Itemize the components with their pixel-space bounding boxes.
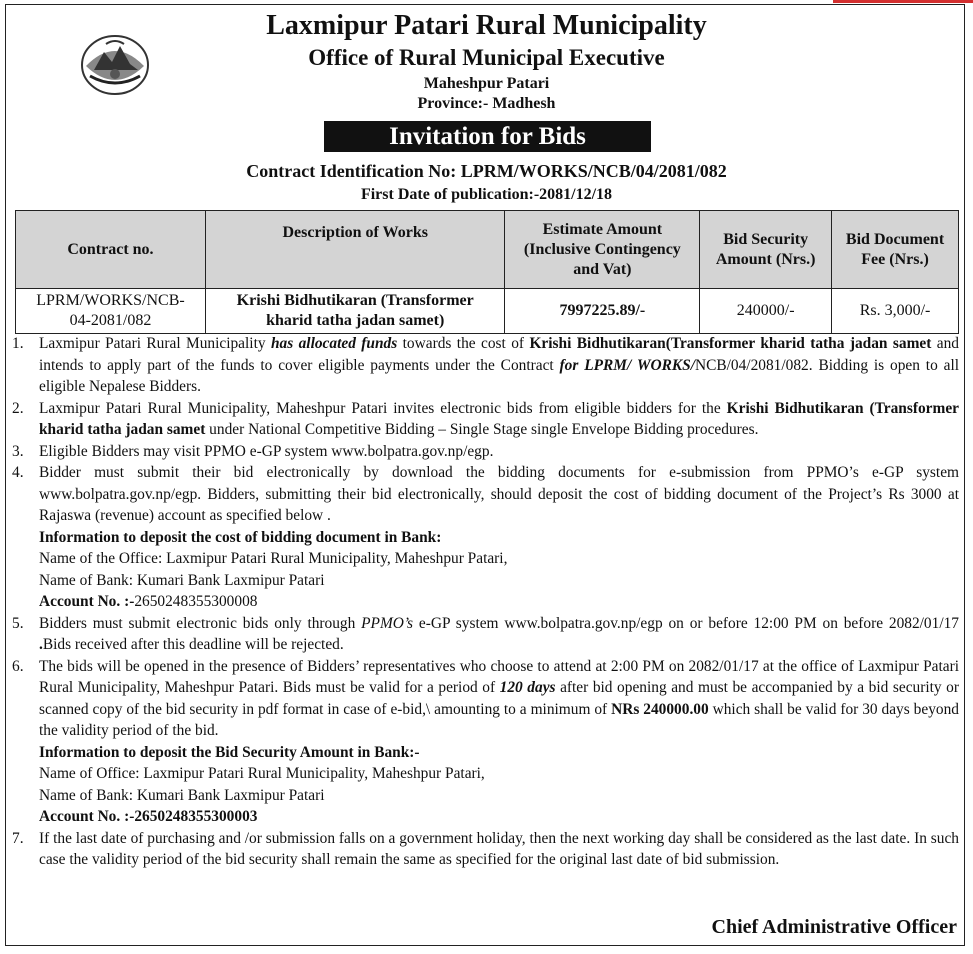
item-text: [39, 333, 959, 398]
fee-header-line: Fee (Nrs.): [861, 250, 929, 268]
text-run: towards the cost of: [397, 335, 530, 352]
bank-name: Name of Bank: Kumari Bank Laxmipur Patari: [39, 786, 325, 804]
signature-title: Chief Administrative Officer: [711, 916, 957, 938]
office-location: Maheshpur Patari: [423, 75, 550, 92]
text-run: Krishi Bidhutikaran(Transformer kharid tatha jadan samet: [529, 335, 932, 352]
list-item: [12, 398, 959, 441]
text-run: e-GP system www.bolpatra.gov.np/egp on or before 12:00 PM on before 2082/01/17: [413, 614, 959, 632]
item-number: 2.: [12, 399, 24, 417]
item-number: 3.: [12, 442, 24, 460]
bank-office-name: Name of the Office: Laxmipur Patari Rural Municipality, Maheshpur Patari,: [39, 550, 508, 567]
bank-name: Name of Bank: Kumari Bank Laxmipur Patari: [39, 571, 325, 589]
cell-bid-security: 240000/-: [700, 289, 832, 334]
municipality-name: Laxmipur Patari Rural Municipality: [266, 10, 707, 41]
bank-account-line: [39, 806, 959, 828]
col-contract-no: Contract no.: [16, 211, 206, 289]
text-run: Bidders must submit electronic bids only through: [39, 614, 362, 632]
table-header-row: [16, 211, 959, 289]
text-run: Bids received after this deadline will be rejected.: [42, 636, 344, 653]
list-item: [12, 613, 959, 656]
text-run: Krishi Bidhutikaran (Transformer kharid tatha jadan samet: [39, 399, 959, 438]
account-number: 2650248355300008: [134, 593, 258, 610]
text-run: under National Competitive Bidding – Single Stage single Envelope Bidding procedures.: [205, 421, 759, 438]
bid-table: [15, 210, 959, 334]
item-text: [39, 398, 959, 441]
account-label: Account No. :-: [39, 593, 135, 610]
text-run: for LPRM/ WORKS/: [559, 356, 695, 374]
list-item: [12, 441, 959, 463]
text-run: has allocated funds: [270, 335, 398, 352]
bank-account-line: [39, 591, 959, 613]
item-text: Bidder must submit their bid electronically by download the bidding documents for e-submission from PPMO’s e-GP system www.bolpatra.gov.np/egp. Bidders, submitting their bid electronically, should deposit the cost of bidding document of the Project’s Rs 3000 at Rajaswa (revenue) account as specified below .: [39, 464, 959, 524]
bank-info-heading: Information to deposit the Bid Security Amount in Bank:-: [39, 743, 420, 761]
notice-title: Invitation for Bids: [324, 121, 651, 152]
col-description: Description of Works: [205, 211, 505, 289]
text-run: PPMO’s: [361, 614, 414, 632]
text-run: .: [39, 636, 43, 653]
corner-accent-bar: [833, 0, 973, 3]
bank-office-name: Name of Office: Laxmipur Patari Rural Municipality, Maheshpur Patari,: [39, 765, 485, 782]
item-text: [39, 656, 959, 742]
text-run: NCB/04/2081/082. Bidding is open to all eligible Nepalese Bidders.: [39, 356, 960, 395]
text-run: after bid opening and must be accompanied by a bid security or scanned copy of the bid security in pdf format in case of e-bid,\ amounting to a minimum of: [39, 679, 959, 718]
item-number: 7.: [12, 829, 24, 847]
col-bid-security: [700, 211, 832, 289]
list-item: [12, 656, 959, 742]
text-run: and intends to apply part of the funds to cover eligible payments under the Contract: [39, 335, 959, 374]
account-label: Account No. :-: [39, 808, 135, 825]
estimate-header-line: (Inclusive Contingency: [523, 240, 681, 258]
description-line: Krishi Bidhutikaran (Transformer: [236, 292, 474, 309]
bank-info-heading: Information to deposit the cost of bidding document in Bank:: [39, 528, 442, 546]
item-number: 4.: [12, 464, 24, 481]
account-number: 2650248355300003: [134, 808, 258, 825]
item-number: 1.: [12, 335, 24, 352]
cell-description: [205, 289, 505, 334]
list-item: [12, 828, 959, 871]
item-text: [39, 613, 959, 656]
contract-no-line: 04-2081/082: [69, 312, 152, 329]
col-estimate: [505, 211, 700, 289]
estimate-header-line: and Vat): [573, 260, 632, 278]
publication-date: First Date of publication:-2081/12/18: [360, 186, 613, 203]
table-row: [16, 289, 959, 334]
province-line: Province:- Madhesh: [417, 95, 556, 112]
office-name: Office of Rural Municipal Executive: [308, 45, 665, 70]
description-line: kharid tatha jadan samet): [266, 312, 445, 329]
contract-identification: Contract Identification No: LPRM/WORKS/NCB/04/2081/082: [246, 161, 727, 181]
item-number: 5.: [12, 614, 24, 632]
item-text: If the last date of purchasing and /or submission falls on a government holiday, then the next working day shall be considered as the last date. In such case the validity period of the bid security shall remain the same as specified for the original last date of bid submission.: [39, 829, 959, 868]
cell-estimate: 7997225.89/-: [505, 289, 700, 334]
contract-no-line: LPRM/WORKS/NCB-: [36, 292, 185, 309]
security-header-line: Amount (Nrs.): [715, 250, 816, 268]
fee-header-line: Bid Document: [845, 230, 945, 248]
col-document-fee: [832, 211, 959, 289]
text-run: which shall be valid for 30 days beyond the validity period of the bid.: [39, 700, 959, 739]
text-run: Laxmipur Patari Rural Municipality: [39, 335, 271, 352]
item-number: 6.: [12, 657, 24, 675]
text-run: 120 days: [499, 679, 556, 696]
list-item: [12, 462, 959, 527]
notice-body: [12, 333, 959, 871]
text-run: Laxmipur Patari Rural Municipality, Maheshpur Patari invites electronic bids from eligible bidders for the: [39, 399, 727, 417]
text-run: NRs 240000.00: [611, 700, 709, 718]
text-run: The bids will be opened in the presence of Bidders’ representatives who choose to attend at 2:00 PM on 2082/01/17 at the office of Laxmipur Patari Rural Municipality, Maheshpur Patari. Bids must be valid for a period of: [39, 657, 959, 696]
list-item: [12, 333, 959, 398]
item-text: Eligible Bidders may visit PPMO e-GP system www.bolpatra.gov.np/egp.: [39, 442, 494, 460]
cell-contract-no: [16, 289, 206, 334]
estimate-header-line: Estimate Amount: [542, 220, 663, 238]
cell-document-fee: Rs. 3,000/-: [832, 289, 959, 334]
security-header-line: Bid Security: [723, 230, 809, 248]
